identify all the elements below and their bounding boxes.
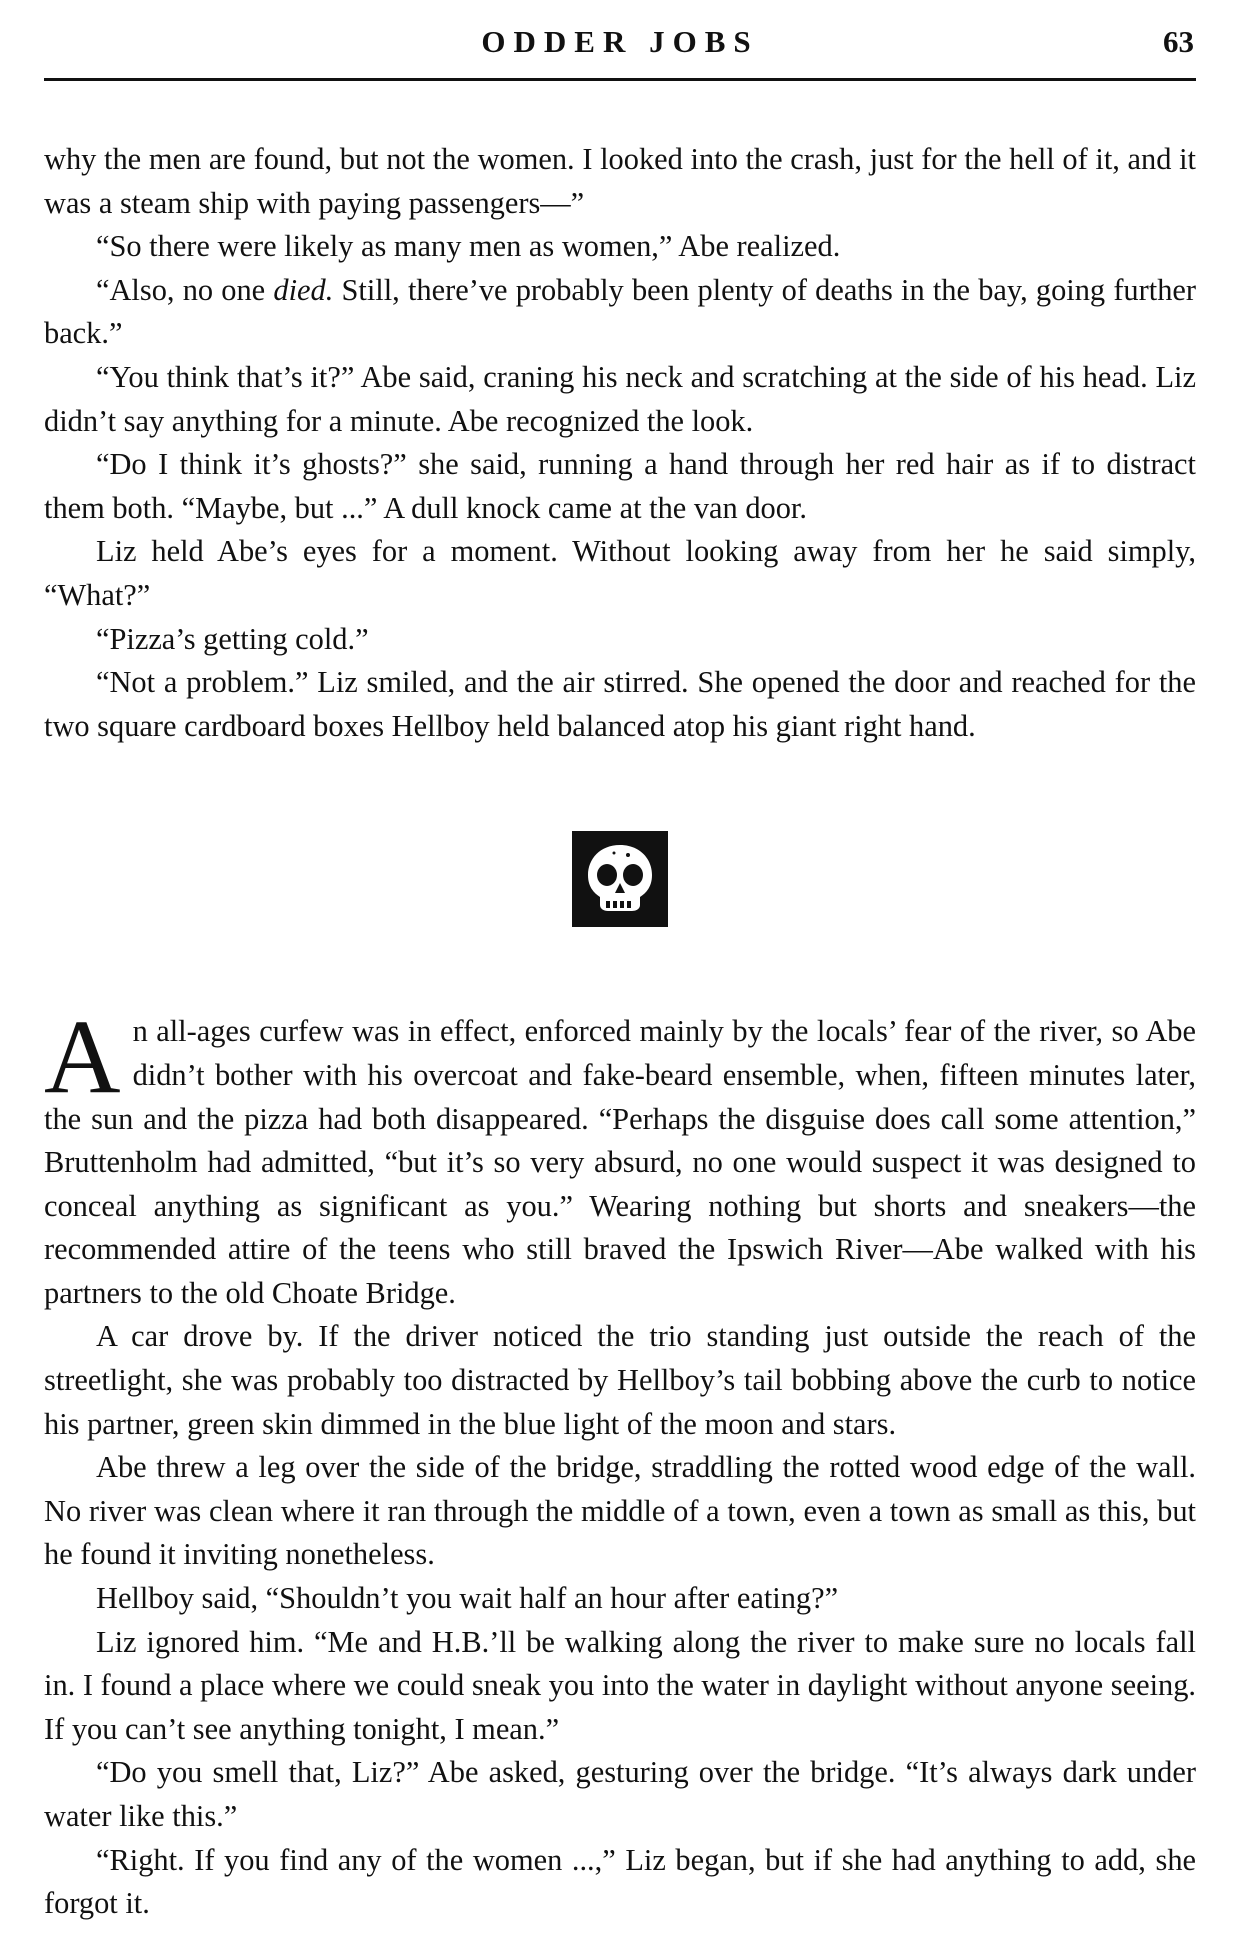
paragraph: “Right. If you find any of the women ...,” Liz began, but if she had anything to add, she forgot it. [44, 1842, 1196, 1921]
paragraph: “Not a problem.” Liz smiled, and the air stirred. She opened the door and reached for the two square cardboard boxes Hellboy held balanced atop his giant right hand. [44, 665, 1196, 743]
paragraph: “Do I think it’s ghosts?” she said, running a hand through her red hair as if to distract them both. “Maybe, but ...” A dull knock came at the van door. [44, 447, 1196, 525]
paragraph: “Pizza’s getting cold.” [96, 621, 369, 656]
paragraph: A car drove by. If the driver noticed the trio standing just outside the reach of the streetlight, she was probably too distracted by Hellboy’s tail bobbing above the curb to notice his partner, green skin dimmed in the blue light of the moon and stars. [44, 1319, 1196, 1441]
skull-icon-graphic [578, 837, 662, 921]
running-header [44, 22, 1196, 81]
paragraph: “Do you smell that, Liz?” Abe asked, gesturing over the bridge. “It’s always dark under water like this.” [44, 1755, 1196, 1833]
paragraph: Abe threw a leg over the side of the bridge, straddling the rotted wood edge of the wall. No river was clean where it ran through the middle of a town, even a town as small as this, but he found it inviting nonetheless. [44, 1450, 1196, 1572]
paragraph [44, 998, 1196, 1315]
paragraph: Hellboy said, “Shouldn’t you wait half an hour after eating?” [96, 1581, 839, 1616]
drop-cap: A [44, 998, 121, 1116]
skull-icon [572, 831, 668, 927]
section-two [44, 998, 1196, 1925]
page-number: 63 [1163, 24, 1194, 59]
emphasis-text: died. [273, 272, 334, 307]
paragraph-text: n all-ages curfew was in effect, enforced mainly by the locals’ fear of the river, so Abe didn’t bother with his overcoat and fake-beard ensemble, when, fifteen minutes later, the sun and the pizza had both disappeared. “Perhaps the disguise does call some attention,” Bruttenholm had admitted, “but it’s so very absurd, no one would suspect it was designed to conceal anything as significant as you.” Wearing nothing but shorts and sneakers—the recommended attire of the teens who still braved the Ipswich River—Abe walked with his partners to the old Choate Bridge. [44, 1014, 1196, 1310]
section-break [44, 748, 1196, 1010]
paragraph-text: Still, there’ve probably been plenty of deaths in the bay, going further back.” [44, 272, 1196, 351]
paragraph [44, 269, 1196, 356]
page-body [44, 138, 1196, 1926]
paragraph: “You think that’s it?” Abe said, craning his neck and scratching at the side of his head. Liz didn’t say anything for a minute. Abe recognized the look. [44, 359, 1196, 438]
paragraph: Liz ignored him. “Me and H.B.’ll be walking along the river to make sure no locals fall in. I found a place where we could sneak you into the water in daylight without anyone seeing. If you can’t see anything tonight, I mean.” [44, 1624, 1196, 1746]
paragraph: “So there were likely as many men as women,” Abe realized. [96, 229, 841, 264]
paragraph: Liz held Abe’s eyes for a moment. Without looking away from her he said simply, “What?” [44, 534, 1196, 612]
running-title: ODDER JOBS [481, 24, 759, 59]
paragraph-text: “Also, no one [96, 272, 274, 307]
paragraph: why the men are found, but not the women. I looked into the crash, just for the hell of it, and it was a steam ship with paying passengers—” [44, 142, 1196, 220]
